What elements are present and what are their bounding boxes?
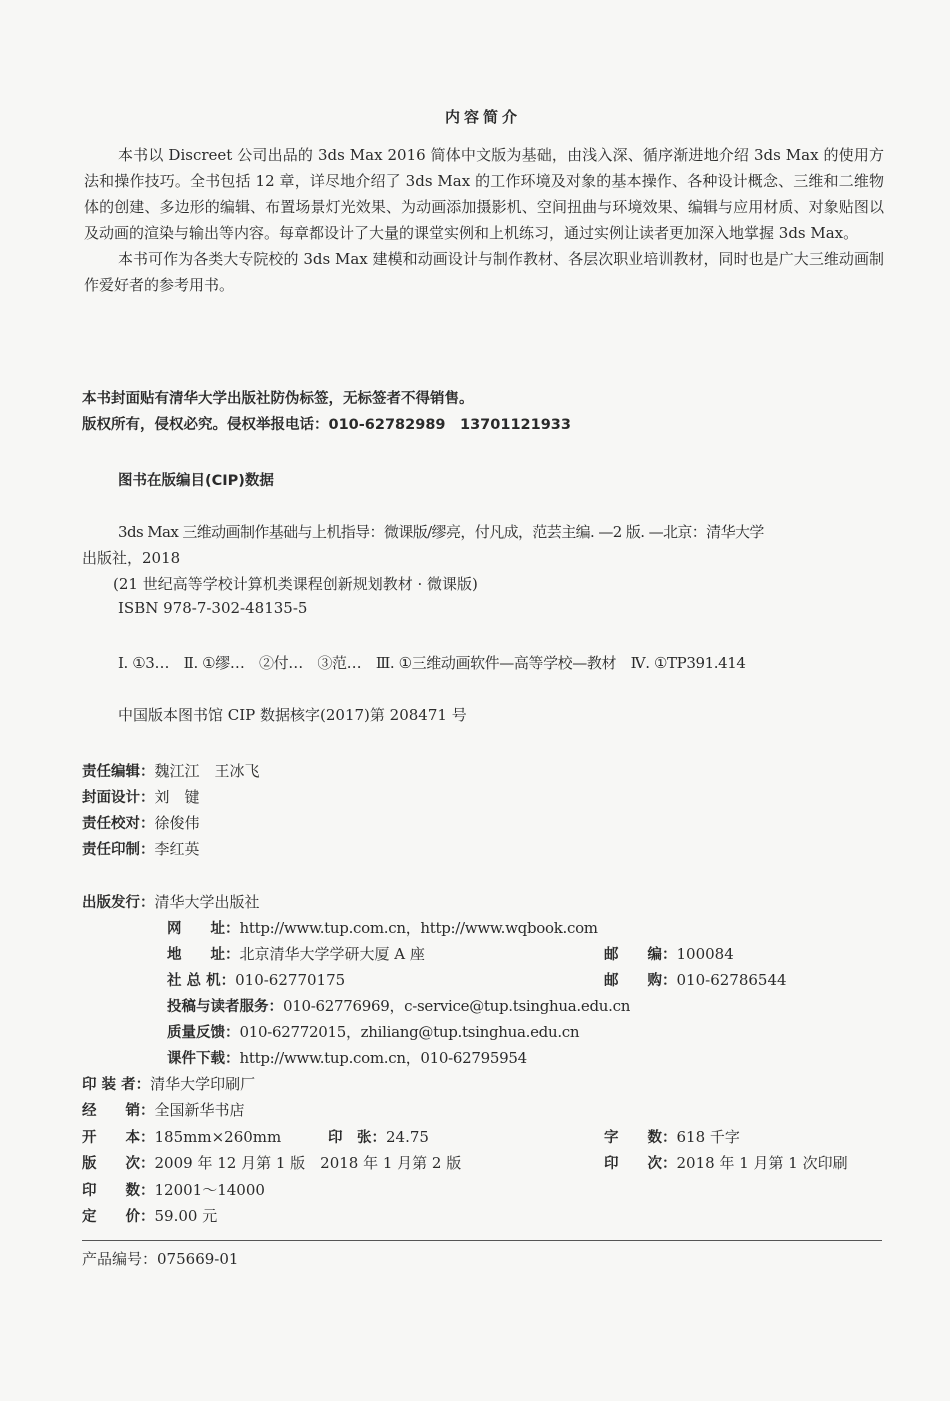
reader-service-row bbox=[167, 995, 630, 1016]
cip-series: (21 世纪高等学校计算机类课程创新规划教材 · 微课版) bbox=[113, 575, 478, 593]
product-number-value: 075669-01 bbox=[157, 1250, 239, 1268]
word-count-row bbox=[604, 1126, 740, 1147]
impression-value: 2018 年 1 月第 1 次印刷 bbox=[676, 1154, 848, 1172]
staff-value: 刘 键 bbox=[154, 788, 200, 806]
print-run-value: 12001～14000 bbox=[154, 1181, 265, 1199]
print-run-row bbox=[82, 1179, 265, 1200]
courseware-download-label: 课件下载： bbox=[167, 1051, 240, 1067]
sheets-label: 印 张： bbox=[328, 1130, 386, 1146]
cip-entry-line-1: 3ds Max 三维动画制作基础与上机指导：微课版/缪亮，付凡成，范芸主编. —2 版. —北京：清华大学 bbox=[118, 523, 764, 541]
website-label: 网 址： bbox=[167, 921, 240, 937]
impression-label: 印 次： bbox=[604, 1156, 677, 1172]
publisher-row bbox=[82, 891, 260, 912]
staff-value: 徐俊伟 bbox=[154, 814, 200, 832]
staff-label: 责任编辑： bbox=[82, 764, 155, 780]
format-value: 185mm×260mm bbox=[154, 1128, 282, 1146]
sheets-row bbox=[328, 1126, 429, 1147]
courseware-download-value: http://www.tup.com.cn，010-62795954 bbox=[239, 1049, 527, 1067]
website-value: http://www.tup.com.cn，http://www.wqbook.com bbox=[239, 919, 598, 937]
printer-value: 清华大学印刷厂 bbox=[150, 1075, 256, 1093]
address-value: 北京清华大学学研大厦 A 座 bbox=[239, 945, 425, 963]
anti-counterfeit-notice: 本书封面贴有清华大学出版社防伪标签，无标签者不得销售。 bbox=[82, 391, 474, 407]
switchboard-row bbox=[167, 969, 345, 990]
impression-row bbox=[604, 1152, 848, 1173]
word-count-value: 618 千字 bbox=[676, 1128, 740, 1146]
mail-order-row bbox=[604, 969, 787, 990]
distributor-row bbox=[82, 1099, 245, 1120]
quality-feedback-value: 010-62772015，zhiliang@tup.tsinghua.edu.cn bbox=[239, 1023, 580, 1041]
printer-row bbox=[82, 1073, 255, 1094]
word-count-label: 字 数： bbox=[604, 1130, 677, 1146]
mail-order-value: 010-62786544 bbox=[676, 971, 787, 989]
cip-heading: 图书在版编目(CIP)数据 bbox=[118, 473, 274, 489]
quality-feedback-label: 质量反馈： bbox=[167, 1025, 240, 1041]
staff-label: 封面设计： bbox=[82, 790, 155, 806]
print-run-label: 印 数： bbox=[82, 1183, 155, 1199]
cip-entry-line-2: 出版社，2018 bbox=[82, 549, 181, 567]
staff-label: 责任校对： bbox=[82, 816, 155, 832]
edition-row bbox=[82, 1152, 461, 1173]
address-label: 地 址： bbox=[167, 947, 240, 963]
intro-title: 内容简介 bbox=[444, 108, 521, 126]
distributor-label: 经 销： bbox=[82, 1103, 155, 1119]
switchboard-label: 社 总 机： bbox=[167, 973, 236, 989]
copyright-notice: 版权所有，侵权必究。侵权举报电话：010-62782989 13701121933 bbox=[82, 417, 571, 433]
edition-value: 2009 年 12 月第 1 版 2018 年 1 月第 2 版 bbox=[154, 1154, 462, 1172]
staff-row bbox=[82, 838, 200, 859]
staff-row bbox=[82, 812, 200, 833]
intro-body bbox=[84, 142, 884, 298]
reader-service-label: 投稿与读者服务： bbox=[167, 999, 283, 1015]
publisher-label: 出版发行： bbox=[82, 895, 155, 911]
printer-label: 印 装 者： bbox=[82, 1077, 151, 1093]
reader-service-value: 010-62776969，c-service@tup.tsinghua.edu.cn bbox=[283, 997, 631, 1015]
staff-value: 魏江江 王冰飞 bbox=[154, 762, 260, 780]
courseware-download-row bbox=[167, 1047, 527, 1068]
format-row bbox=[82, 1126, 281, 1147]
cip-isbn: ISBN 978-7-302-48135-5 bbox=[118, 599, 308, 617]
divider-rule bbox=[82, 1240, 882, 1241]
product-number-row bbox=[82, 1248, 238, 1269]
website-row bbox=[167, 917, 598, 938]
price-row bbox=[82, 1205, 217, 1226]
mail-order-label: 邮 购： bbox=[604, 973, 677, 989]
staff-value: 李红英 bbox=[154, 840, 200, 858]
postcode-row bbox=[604, 943, 734, 964]
format-label: 开 本： bbox=[82, 1130, 155, 1146]
product-number-label: 产品编号： bbox=[82, 1250, 158, 1268]
postcode-label: 邮 编： bbox=[604, 947, 677, 963]
intro-paragraph-2: 本书可作为各类大专院校的 3ds Max 建模和动画设计与制作教材、各层次职业培训教材，同时也是广大三维动画制作爱好者的参考用书。 bbox=[84, 250, 884, 294]
staff-row bbox=[82, 786, 200, 807]
postcode-value: 100084 bbox=[676, 945, 734, 963]
address-row bbox=[167, 943, 425, 964]
quality-feedback-row bbox=[167, 1021, 579, 1042]
price-value: 59.00 元 bbox=[154, 1207, 218, 1225]
distributor-value: 全国新华书店 bbox=[154, 1101, 245, 1119]
price-label: 定 价： bbox=[82, 1209, 155, 1225]
intro-paragraph-1: 本书以 Discreet 公司出品的 3ds Max 2016 简体中文版为基础，由浅入深、循序渐进地介绍 3ds Max 的使用方法和操作技巧。全书包括 12 章，详尽地介绍了 3ds Max 的工作环境及对象的基本操作、各种设计概念、三维和二维物体的创建、多边形的编辑、布置场景灯光效果、为动画添加摄影机、空间扭曲与环境效果、编辑与应用材质、对象贴图以及动画的渲染与输出等内容。每章都设计了大量的课堂实例和上机练习，通过实例让读者更加深入地掌握 3ds Max。 bbox=[84, 146, 884, 242]
edition-label: 版 次： bbox=[82, 1156, 155, 1172]
staff-label: 责任印制： bbox=[82, 842, 155, 858]
publisher-value: 清华大学出版社 bbox=[154, 893, 260, 911]
switchboard-value: 010-62770175 bbox=[235, 971, 346, 989]
cip-classification: Ⅰ. ①3… Ⅱ. ①缪… ②付… ③范… Ⅲ. ①三维动画软件—高等学校—教材 Ⅳ. ①TP391.414 bbox=[118, 654, 746, 672]
staff-row bbox=[82, 760, 260, 781]
sheets-value: 24.75 bbox=[386, 1128, 429, 1146]
cip-core-number: 中国版本图书馆 CIP 数据核字(2017)第 208471 号 bbox=[118, 706, 467, 724]
